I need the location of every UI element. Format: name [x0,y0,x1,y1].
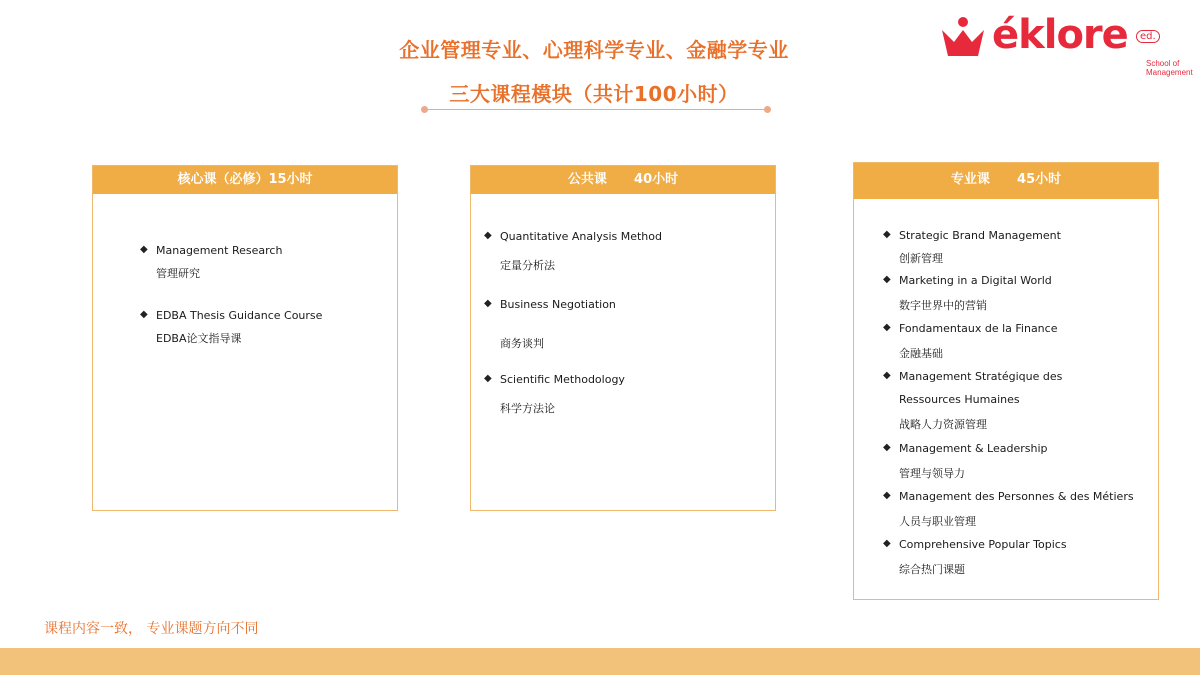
public-course-header: 公共课 40小时 [471,166,775,194]
page-subtitle: 三大课程模块（共计100小时） [449,82,739,106]
list-item: ◆ Management Research 管理研究 [140,244,282,281]
list-item: ◆ Strategic Brand Management 创新管理 [883,229,1061,266]
title-divider [424,109,768,110]
list-item: ◆ Business Negotiation 商务谈判 [484,298,616,351]
bottom-bar [0,648,1200,675]
eklore-logo [940,14,1194,82]
list-item: ◆ Management Stratégique des Ressources Humaines 战略人力资源管理 [883,370,1062,432]
major-course-card [853,162,1159,600]
page-title: 企业管理专业、心理科学专业、金融学专业 [399,38,789,62]
list-item: ◆ Management des Personnes & des Métiers 人员与职业管理 [883,490,1134,529]
public-course-card [470,165,776,511]
logo-wordmark: éklore [992,12,1128,58]
list-item: ◆ Comprehensive Popular Topics 综合热门课题 [883,538,1067,577]
list-item: ◆ Management & Leadership 管理与领导力 [883,442,1048,481]
logo-subtitle: School of Management [1146,59,1193,77]
major-course-header: 专业课 45小时 [854,163,1158,199]
list-item: ◆ Marketing in a Digital World 数字世界中的营销 [883,274,1052,313]
logo-ed-badge: ed. [1136,30,1160,43]
list-item: ◆ Scientific Methodology 科学方法论 [484,373,625,416]
figure-logo-icon [940,16,986,62]
footer-note: 课程内容一致， 专业课题方向不同 [44,621,259,637]
list-item: ◆ Fondamentaux de la Finance 金融基础 [883,322,1057,361]
core-course-header: 核心课（必修）15小时 [93,166,397,194]
core-course-card [92,165,398,511]
list-item: ◆ Quantitative Analysis Method 定量分析法 [484,230,662,273]
divider-dot-left [421,106,428,113]
list-item: ◆ EDBA Thesis Guidance Course EDBA论文指导课 [140,309,322,346]
divider-dot-right [764,106,771,113]
